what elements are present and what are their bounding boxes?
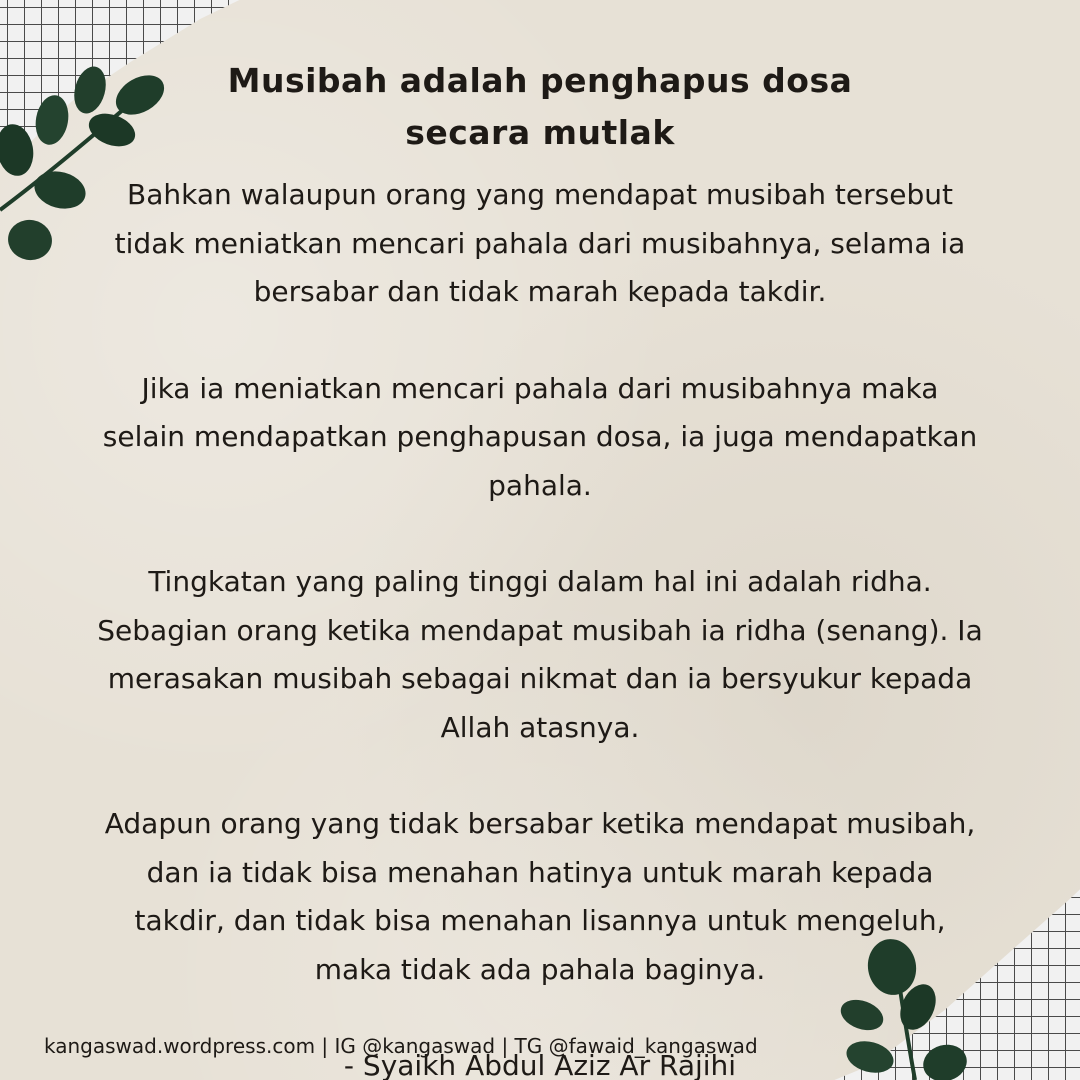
text-line: Jika ia meniatkan mencari pahala dari musibahnya maka	[141, 371, 939, 405]
attribution: - Syaikh Abdul Aziz Ar Rajihi	[343, 1049, 737, 1080]
text-line: Tingkatan yang paling tinggi dalam hal ini adalah ridha.	[148, 565, 932, 598]
text-line: takdir, dan tidak bisa menahan lisannya untuk mengeluh,	[134, 904, 946, 937]
text-line: maka tidak ada pahala baginya.	[314, 952, 766, 986]
quote-content	[40, 55, 1040, 1080]
text-line: Allah atasnya.	[440, 710, 640, 744]
paragraph-1	[40, 171, 1040, 317]
paragraph-2	[40, 365, 1040, 511]
text-line: bersabar dan tidak marah kepada takdir.	[253, 275, 827, 308]
footer-credits: kangaswad.wordpress.com | IG @kangaswad | TG @fawaid_kangaswad	[44, 1034, 758, 1058]
paragraph-3	[40, 558, 1040, 752]
text-line: Adapun orang yang tidak bersabar ketika mendapat musibah,	[104, 807, 976, 840]
text-line: selain mendapatkan penghapusan dosa, ia juga mendapatkan	[102, 420, 978, 453]
text-line: Bahkan walaupun orang yang mendapat musibah tersebut	[127, 178, 953, 211]
text-line: tidak meniatkan mencari pahala dari musibahnya, selama ia	[114, 226, 966, 260]
text-line: pahala.	[488, 468, 592, 502]
title-line: secara mutlak	[405, 113, 675, 152]
text-line: merasakan musibah sebagai nikmat dan ia bersyukur kepada	[107, 662, 973, 695]
text-line: Sebagian orang ketika mendapat musibah ia ridha (senang). Ia	[97, 613, 983, 647]
text-line: dan ia tidak bisa menahan hatinya untuk marah kepada	[146, 855, 934, 889]
paragraph-4	[40, 800, 1040, 994]
title-line: Musibah adalah penghapus dosa	[227, 61, 853, 100]
page-title	[40, 55, 1040, 159]
